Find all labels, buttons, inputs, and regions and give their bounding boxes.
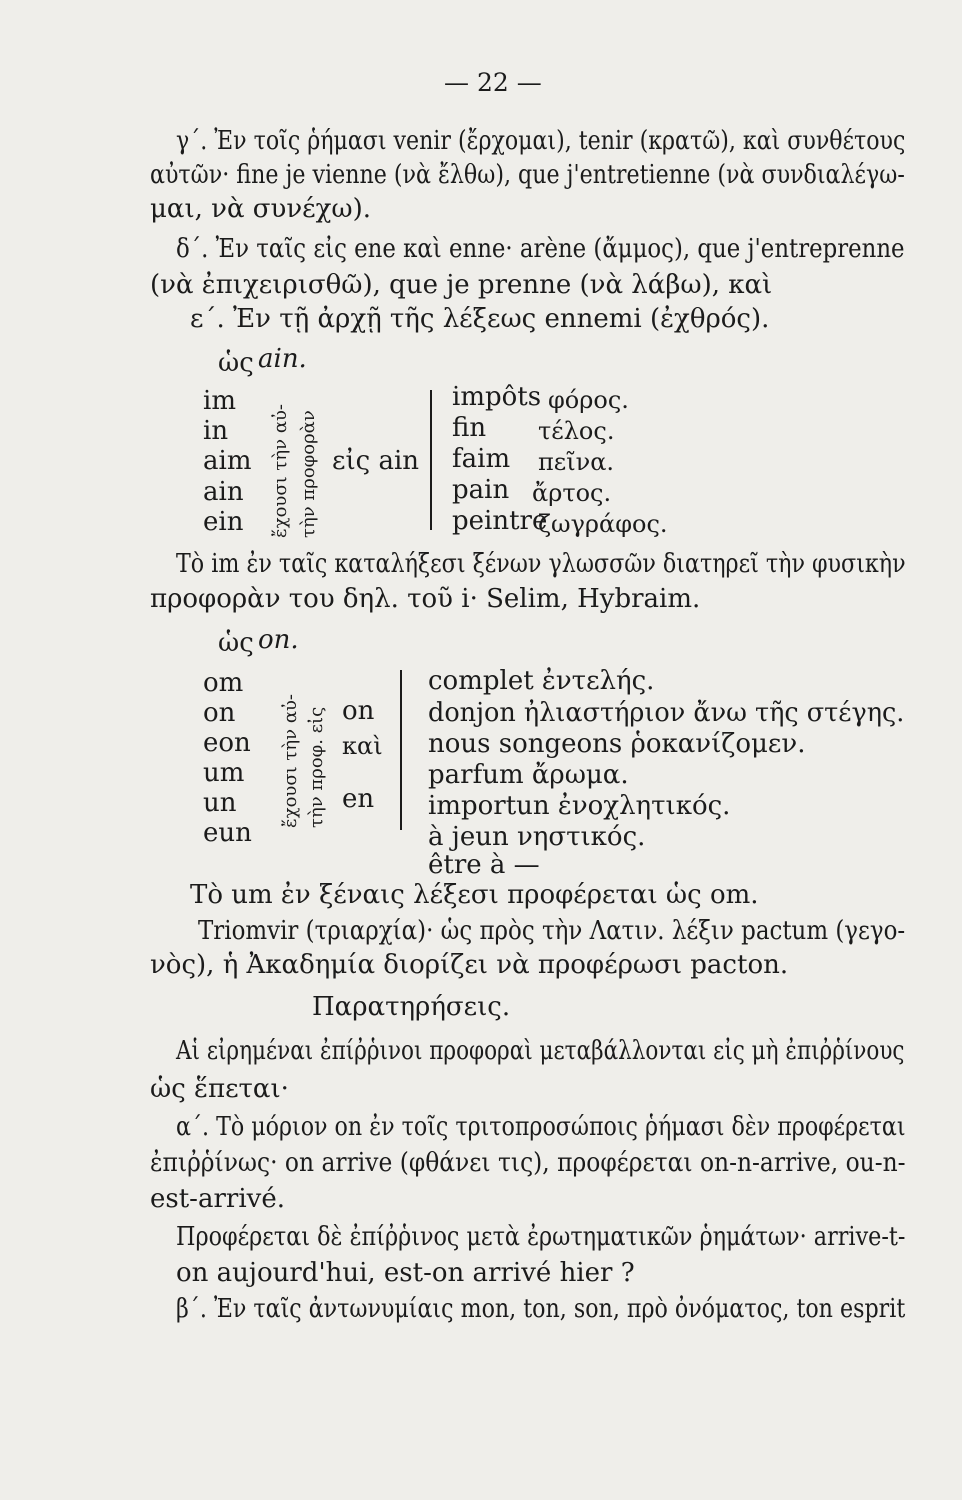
on-middle-on: on <box>342 696 375 726</box>
ain-example-gloss-5: ζωγράφος. <box>538 510 668 538</box>
note-um-line-2: Triomvir (τριαρχία)· ὡς πρὸς τὴν Λατιν. λέξιν pactum (γεγο- <box>198 916 906 946</box>
on-vertical-label-right: τὴν προφ. εἰς <box>306 706 327 828</box>
on-example-6: à jeun νηστικός. <box>428 822 646 852</box>
on-example-2: donjon ἠλιαστήριον ἄνω τῆς στέγης. <box>428 698 905 728</box>
observations-p2-line-1: α΄. Τὸ μόριον on ἐν τοῖς τριτοπροσώποις ῥήμασι δὲν προφέρεται <box>176 1112 906 1142</box>
on-spelling-4: um <box>203 758 245 788</box>
ain-examples-brace <box>430 390 432 530</box>
ain-example-gloss-3: πεῖνα. <box>538 448 615 476</box>
on-spelling-5: un <box>203 788 237 818</box>
ain-spelling-2: in <box>203 416 229 446</box>
paragraph-gamma-line-1: γ΄. Ἐν τοῖς ῥήμασι venir (ἔρχομαι), tenir (κρατῶ), καὶ συνθέτους <box>176 126 906 156</box>
observations-p1-line-1: Αἱ εἰρημέναι ἐπίῤῥινοι προφοραὶ μεταβάλλονται εἰς μὴ ἐπιῤῥίνους <box>176 1036 905 1066</box>
page-number: — 22 — <box>444 68 542 97</box>
note-um-line-1: Τὸ um ἐν ξέναις λέξεσι προφέρεται ὡς om. <box>190 880 759 910</box>
on-spelling-6: eun <box>203 818 252 848</box>
observations-p2-line-3: est-arrivé. <box>150 1184 285 1214</box>
observations-p4-line-1: β΄. Ἐν ταῖς ἀντωνυμίαις mon, ton, son, πρὸ ὀνόματος, ton esprit <box>176 1294 906 1324</box>
on-example-4: parfum ἄρωμα. <box>428 760 629 790</box>
ain-example-word-4: pain <box>452 475 510 505</box>
section-ain-heading-sound: ain. <box>258 344 307 374</box>
ain-spelling-5: ein <box>203 507 244 537</box>
ain-example-word-5: peintre <box>452 506 548 536</box>
ain-example-gloss-4: ἄρτος. <box>532 479 612 507</box>
ain-example-gloss-2: τέλος. <box>538 417 615 445</box>
section-ain-heading-prefix: ὡς <box>218 348 254 378</box>
ain-spelling-1: im <box>203 386 236 416</box>
on-example-extra: être à — <box>428 850 540 880</box>
on-examples-brace <box>400 670 402 830</box>
note-im-line-1: Τὸ im ἐν ταῖς καταλήξεσι ξένων γλωσσῶν διατηρεῖ τὴν φυσικὴν <box>176 549 906 579</box>
observations-p2-line-2: ἐπιῤῥίνως· on arrive (φθάνει τις), προφέρεται on-n-arrive, ou-n- <box>150 1148 906 1178</box>
ain-spelling-3: aim <box>203 446 252 476</box>
on-spelling-3: eon <box>203 728 251 758</box>
note-im-line-2: προφορὰν του δηλ. τοῦ i· Selim, Hybraim. <box>150 584 701 614</box>
on-example-1: complet ἐντελής. <box>428 666 655 696</box>
paragraph-gamma-line-3: μαι, νὰ συνέχω). <box>150 194 371 224</box>
ain-example-word-2: fin <box>452 413 487 443</box>
on-vertical-label-left: ἔχουσι τὴν αὐ- <box>280 694 301 828</box>
on-spelling-2: on <box>203 698 236 728</box>
on-middle-en: en <box>342 784 375 814</box>
paragraph-delta-line-1: δ΄. Ἐν ταῖς εἰς ene καὶ enne· arène (ἄμμος), que j'entreprenne <box>176 234 905 264</box>
on-middle-kai: καὶ <box>342 732 383 760</box>
section-on-heading-prefix: ὡς <box>218 628 254 658</box>
ain-spelling-4: ain <box>203 477 244 507</box>
on-example-5: importun ἐνοχλητικός. <box>428 791 731 821</box>
on-example-3: nous songeons ῥοκανίζομεν. <box>428 729 806 759</box>
section-on-heading-sound: on. <box>258 625 299 655</box>
paragraph-delta-line-2: (νὰ ἐπιχειρισθῶ), que je prenne (νὰ λάβω), καὶ <box>150 270 773 300</box>
on-spelling-1: om <box>203 668 244 698</box>
note-um-line-3: νὸς), ἡ Ἀκαδημία διορίζει νὰ προφέρωσι pacton. <box>150 950 789 980</box>
ain-vertical-label-right: τὴν προφορὰν <box>298 410 319 538</box>
observations-p1-line-2: ὡς ἕπεται· <box>150 1074 289 1104</box>
paragraph-gamma-line-2: αὐτῶν· fine je vienne (νὰ ἔλθω), que j'entretienne (νὰ συνδιαλέγω- <box>150 160 905 190</box>
ain-middle-label: εἰς ain <box>332 446 420 476</box>
paragraph-epsilon-line-1: ε΄. Ἐν τῇ ἀρχῇ τῆς λέξεως ennemi (ἐχθρός). <box>190 304 770 334</box>
observations-p3-line-1: Προφέρεται δὲ ἐπίῤῥινος μετὰ ἐρωτηματικῶν ῥημάτων· arrive-t- <box>176 1222 906 1252</box>
observations-p3-line-2: on aujourd'hui, est-on arrivé hier ? <box>176 1258 635 1288</box>
observations-heading: Παρατηρήσεις. <box>312 992 511 1022</box>
ain-vertical-label-left: ἔχουσι τὴν αὐ- <box>270 404 291 538</box>
ain-example-word-3: faim <box>452 444 511 474</box>
ain-example-gloss-1: φόρος. <box>548 386 629 414</box>
ain-example-word-1: impôts <box>452 382 542 412</box>
